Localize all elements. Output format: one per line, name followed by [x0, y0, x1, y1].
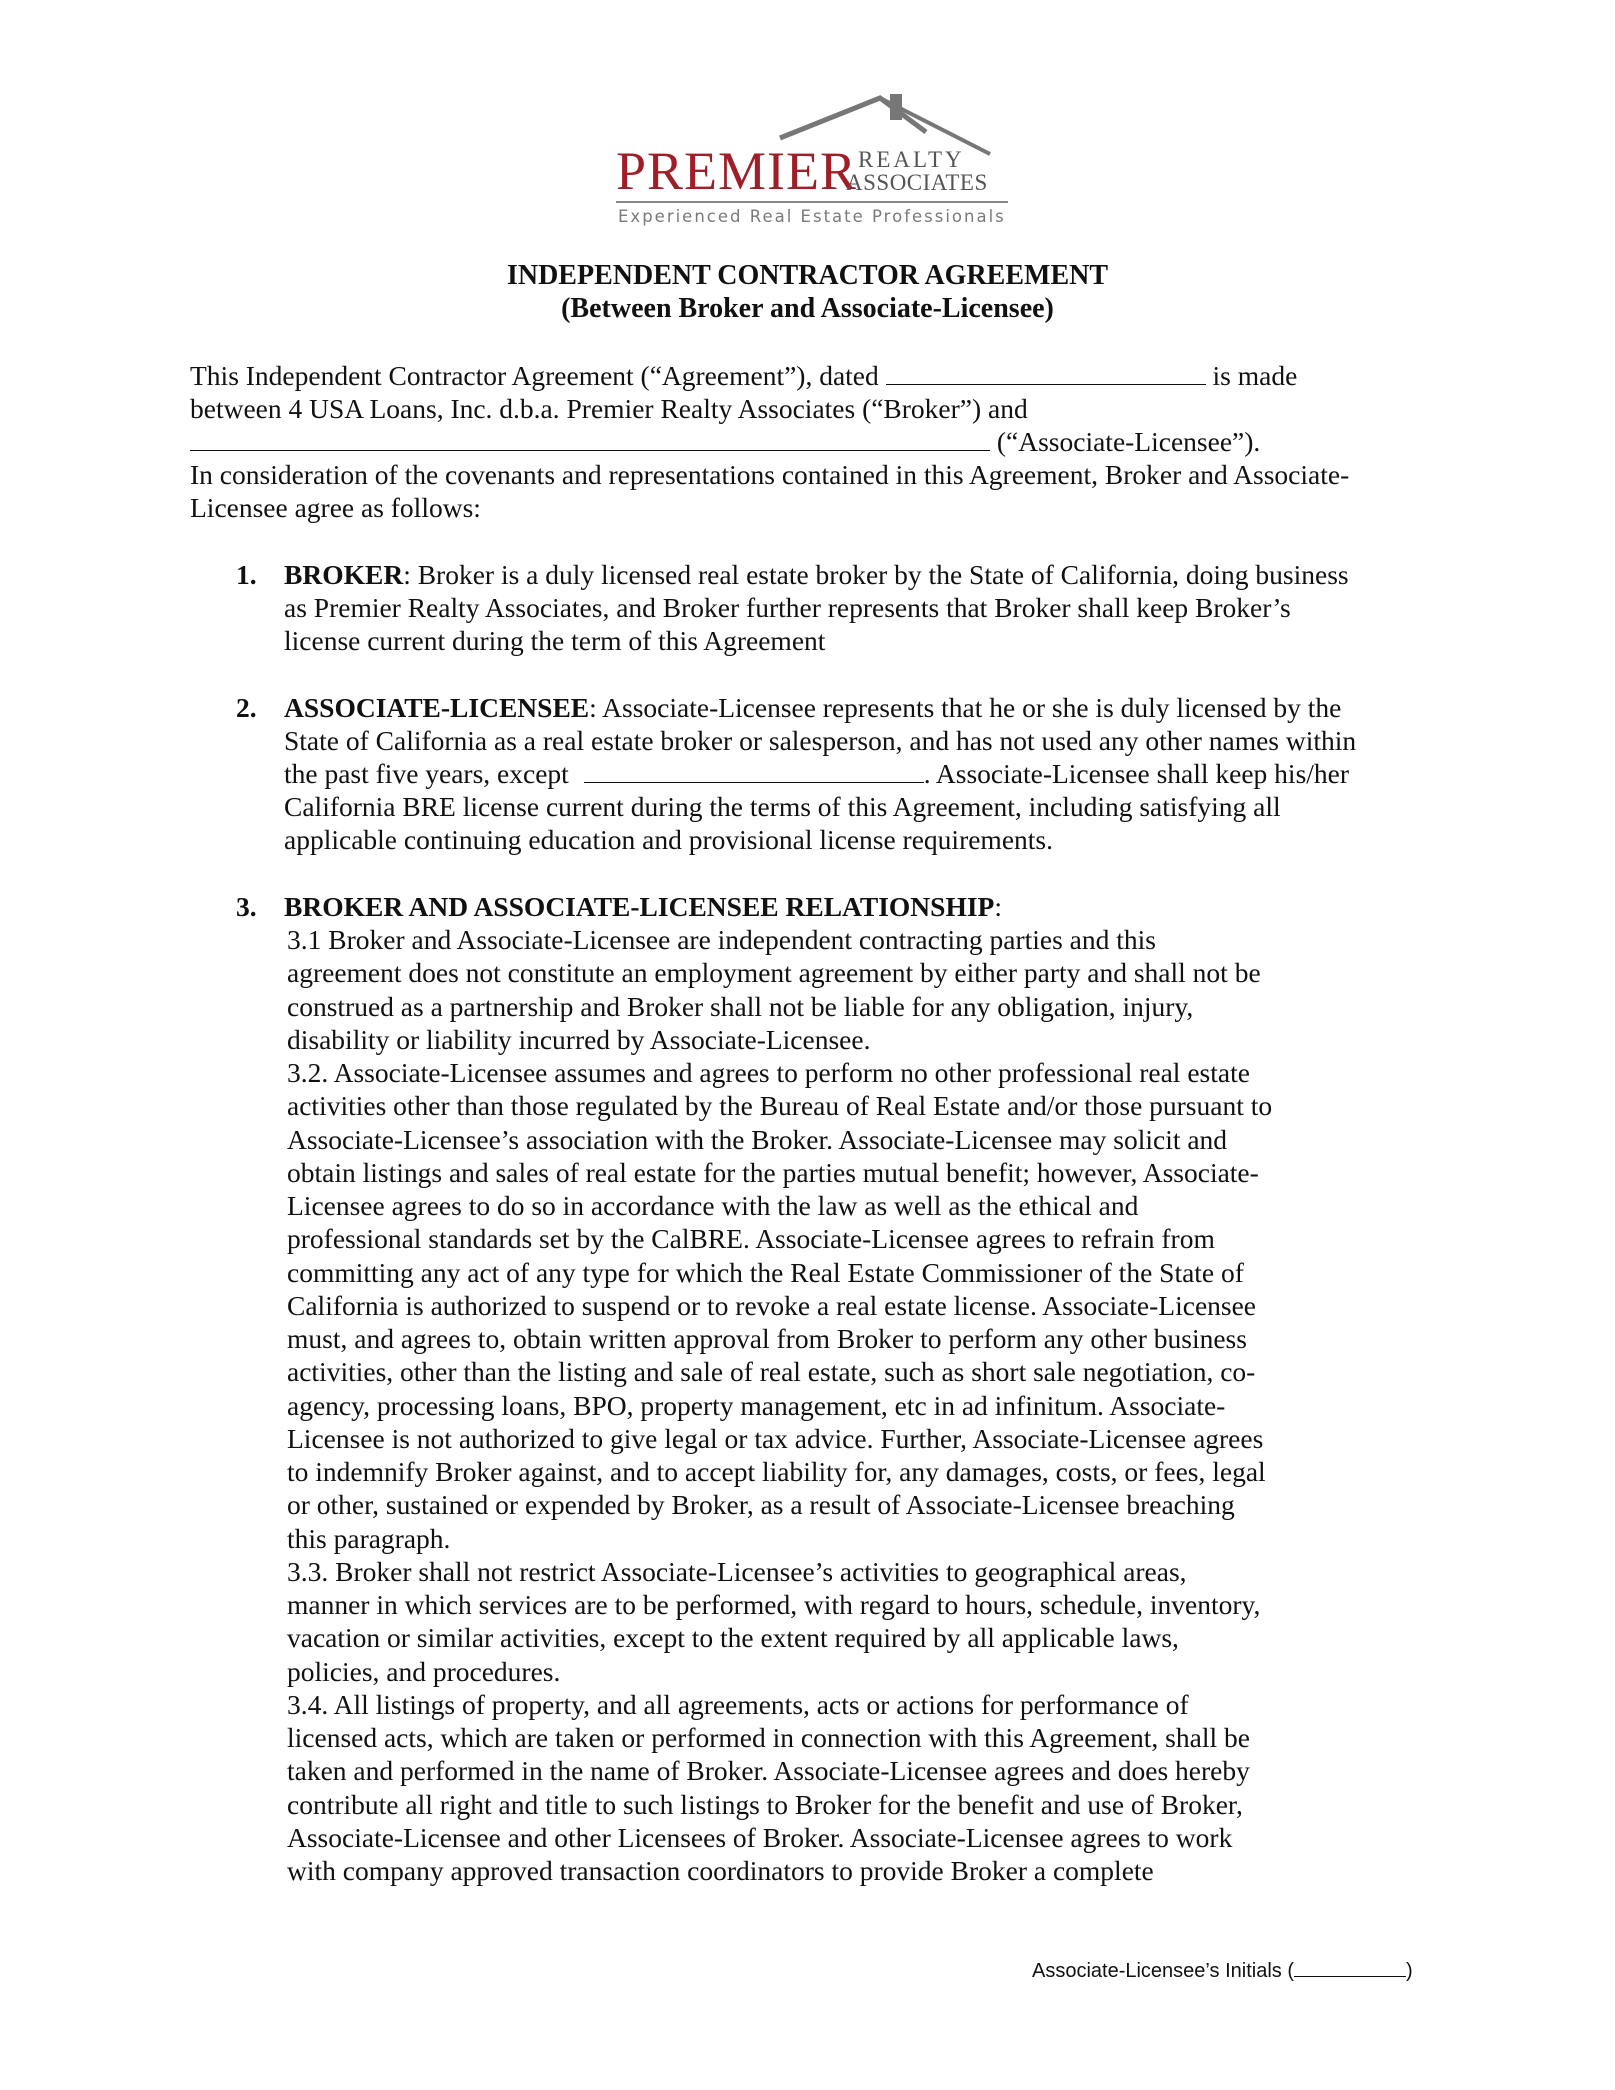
section-3-line: to indemnify Broker against, and to accept liability for, any damages, costs, or fees, legal: [287, 1456, 1266, 1487]
intro-text: (“Associate-Licensee”).: [996, 426, 1261, 457]
section-3-line: this paragraph.: [287, 1522, 451, 1554]
section-3-line: agreement does not constitute an employment agreement by either party and shall not be: [287, 957, 1261, 989]
section-heading: BROKER: [284, 559, 404, 590]
logo-associates: ASSOCIATES: [846, 170, 988, 195]
other-names-blank-field[interactable]: [584, 760, 924, 783]
section-3-line: contribute all right and title to such listings to Broker for the benefit and use of Broker,: [287, 1788, 1243, 1820]
section-2-line-1: [284, 694, 1341, 722]
section-text: :: [994, 891, 1002, 922]
company-logo: [610, 92, 1010, 232]
intro-line-1: [190, 362, 1297, 390]
initials-blank-field[interactable]: [1294, 1960, 1406, 1977]
intro-line-2: between 4 USA Loans, Inc. d.b.a. Premier Realty Associates (“Broker”) and: [190, 393, 1028, 424]
section-text: . Associate-Licensee shall keep his/her: [923, 758, 1350, 789]
section-heading: ASSOCIATE-LICENSEE: [284, 692, 590, 723]
initials-close: ): [1405, 1960, 1413, 1982]
section-number: 2.: [236, 692, 257, 723]
section-3-line: manner in which services are to be performed, with regard to hours, schedule, inventory,: [287, 1589, 1261, 1620]
date-blank-field[interactable]: [886, 362, 1206, 385]
section-heading: BROKER AND ASSOCIATE-LICENSEE RELATIONSHIP: [284, 891, 995, 922]
section-2-line-4: California BRE license current during the terms of this Agreement, including satisfying all: [284, 791, 1281, 822]
section-number: 1.: [236, 559, 257, 590]
intro-line-3: [190, 428, 1260, 456]
section-3-line: must, and agrees to, obtain written approval from Broker to perform any other business: [287, 1323, 1247, 1354]
section-3-line: obtain listings and sales of real estate for the parties mutual benefit; however, Associate-: [287, 1156, 1259, 1188]
section-3-line: or other, sustained or expended by Broker, as a result of Associate-Licensee breaching: [287, 1489, 1235, 1521]
intro-text: This Independent Contractor Agreement (“Agreement”), dated: [190, 360, 879, 391]
document-subtitle: (Between Broker and Associate-Licensee): [561, 293, 1054, 324]
section-3-line: California is authorized to suspend or to revoke a real estate license. Associate-Licensee: [287, 1289, 1257, 1321]
section-1-line-3: license current during the term of this Agreement: [284, 625, 826, 656]
logo-tagline: Experienced Real Estate Professionals: [618, 207, 1006, 226]
intro-line-4: In consideration of the covenants and representations contained in this Agreement, Broker and Associate-: [190, 459, 1350, 490]
section-3-line: vacation or similar activities, except to the extent required by all applicable laws,: [287, 1622, 1179, 1654]
initials-footer: [1032, 1960, 1413, 1983]
section-3-line: activities other than those regulated by the Bureau of Real Estate and/or those pursuant to: [287, 1090, 1273, 1122]
document-title: INDEPENDENT CONTRACTOR AGREEMENT: [506, 260, 1109, 291]
section-3-line: 3.2. Associate-Licensee assumes and agrees to perform no other professional real estate: [287, 1057, 1250, 1088]
section-3-line: 3.4. All listings of property, and all agreements, acts or actions for performance of: [287, 1688, 1189, 1720]
section-3-line: construed as a partnership and Broker shall not be liable for any obligation, injury,: [287, 990, 1194, 1022]
intro-line-5: Licensee agree as follows:: [190, 492, 481, 523]
section-3-line: activities, other than the listing and sale of real estate, such as short sale negotiation, co-: [287, 1356, 1256, 1388]
logo-realty: REALTY: [858, 147, 965, 172]
initials-label: Associate-Licensee’s Initials (: [1032, 1960, 1294, 1982]
section-3-line: Associate-Licensee’s association with the Broker. Associate-Licensee may solicit and: [287, 1123, 1228, 1155]
section-3-line: 3.1 Broker and Associate-Licensee are independent contracting parties and this: [287, 924, 1156, 955]
section-2-line-2: State of California as a real estate broker or salesperson, and has not used any other names within: [284, 725, 1357, 756]
section-3-line: 3.3. Broker shall not restrict Associate-Licensee’s activities to geographical areas,: [287, 1555, 1187, 1587]
section-3-line: committing any act of any type for which the Real Estate Commissioner of the State of: [287, 1256, 1244, 1288]
section-1-line-1: [284, 561, 1349, 589]
section-3-line: professional standards set by the CalBRE. Associate-Licensee agrees to refrain from: [287, 1223, 1215, 1255]
section-3-heading-line: [284, 893, 1002, 921]
section-3-line: agency, processing loans, BPO, property management, etc in ad infinitum. Associate-: [287, 1389, 1226, 1421]
section-3-line: licensed acts, which are taken or performed in connection with this Agreement, shall be: [287, 1722, 1250, 1753]
section-text: : Associate-Licensee represents that he or she is duly licensed by the: [589, 692, 1342, 723]
section-3-line: with company approved transaction coordinators to provide Broker a complete: [287, 1855, 1154, 1886]
section-2-line-3: [284, 760, 1349, 788]
logo-brand: PREMIER: [616, 141, 858, 201]
section-text: : Broker is a duly licensed real estate broker by the State of California, doing business: [403, 559, 1349, 590]
section-1-line-2: as Premier Realty Associates, and Broker further represents that Broker shall keep Broker’s: [284, 592, 1291, 623]
section-2-line-5: applicable continuing education and provisional license requirements.: [284, 824, 1053, 855]
section-3-line: disability or liability incurred by Associate-Licensee.: [287, 1023, 871, 1055]
section-3-line: Licensee is not authorized to give legal or tax advice. Further, Associate-Licensee agrees: [287, 1422, 1264, 1454]
section-3-line: taken and performed in the name of Broker. Associate-Licensee agrees and does hereby: [287, 1755, 1250, 1787]
intro-text: is made: [1212, 360, 1298, 391]
section-3-line: policies, and procedures.: [287, 1655, 561, 1687]
logo-divider: [616, 201, 1008, 203]
section-3-line: Licensee agrees to do so in accordance with the law as well as the ethical and: [287, 1190, 1139, 1221]
section-number: 3.: [236, 891, 257, 922]
associate-name-blank-field[interactable]: [190, 428, 990, 451]
section-3-line: Associate-Licensee and other Licensees of Broker. Associate-Licensee agrees to work: [287, 1821, 1233, 1853]
section-text: the past five years, except: [284, 758, 569, 789]
